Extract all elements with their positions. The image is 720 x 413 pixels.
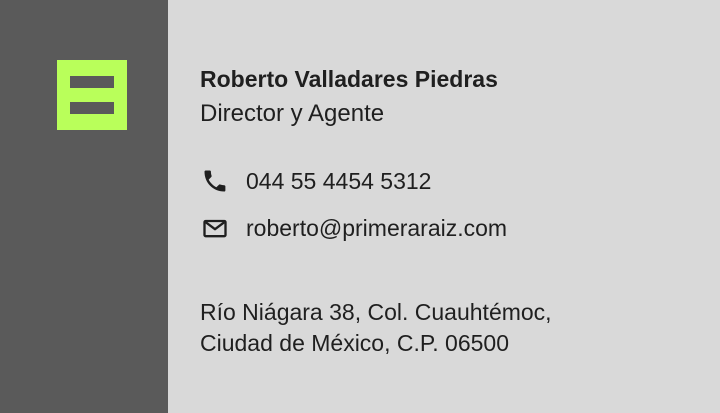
address-line-2: Ciudad de México, C.P. 06500	[200, 330, 509, 356]
person-role: Director y Agente	[200, 100, 385, 127]
phone-number[interactable]: 044 55 4454 5312	[246, 168, 432, 194]
person-name: Roberto Valladares Piedras	[200, 66, 498, 92]
logo-top-bar	[70, 76, 114, 88]
phone-row	[200, 166, 431, 196]
left-sidebar-panel	[0, 0, 168, 413]
email-row	[200, 213, 507, 243]
phone-icon	[200, 166, 230, 196]
address-line-1: Río Niágara 38, Col. Cuauhtémoc,	[200, 299, 552, 325]
mail-icon	[200, 213, 230, 243]
contact-details-panel	[168, 0, 720, 413]
logo-bottom-bar	[70, 102, 114, 114]
email-address[interactable]: roberto@primeraraiz.com	[246, 215, 508, 241]
postal-address	[200, 297, 552, 359]
equals-logo-icon	[57, 60, 127, 130]
